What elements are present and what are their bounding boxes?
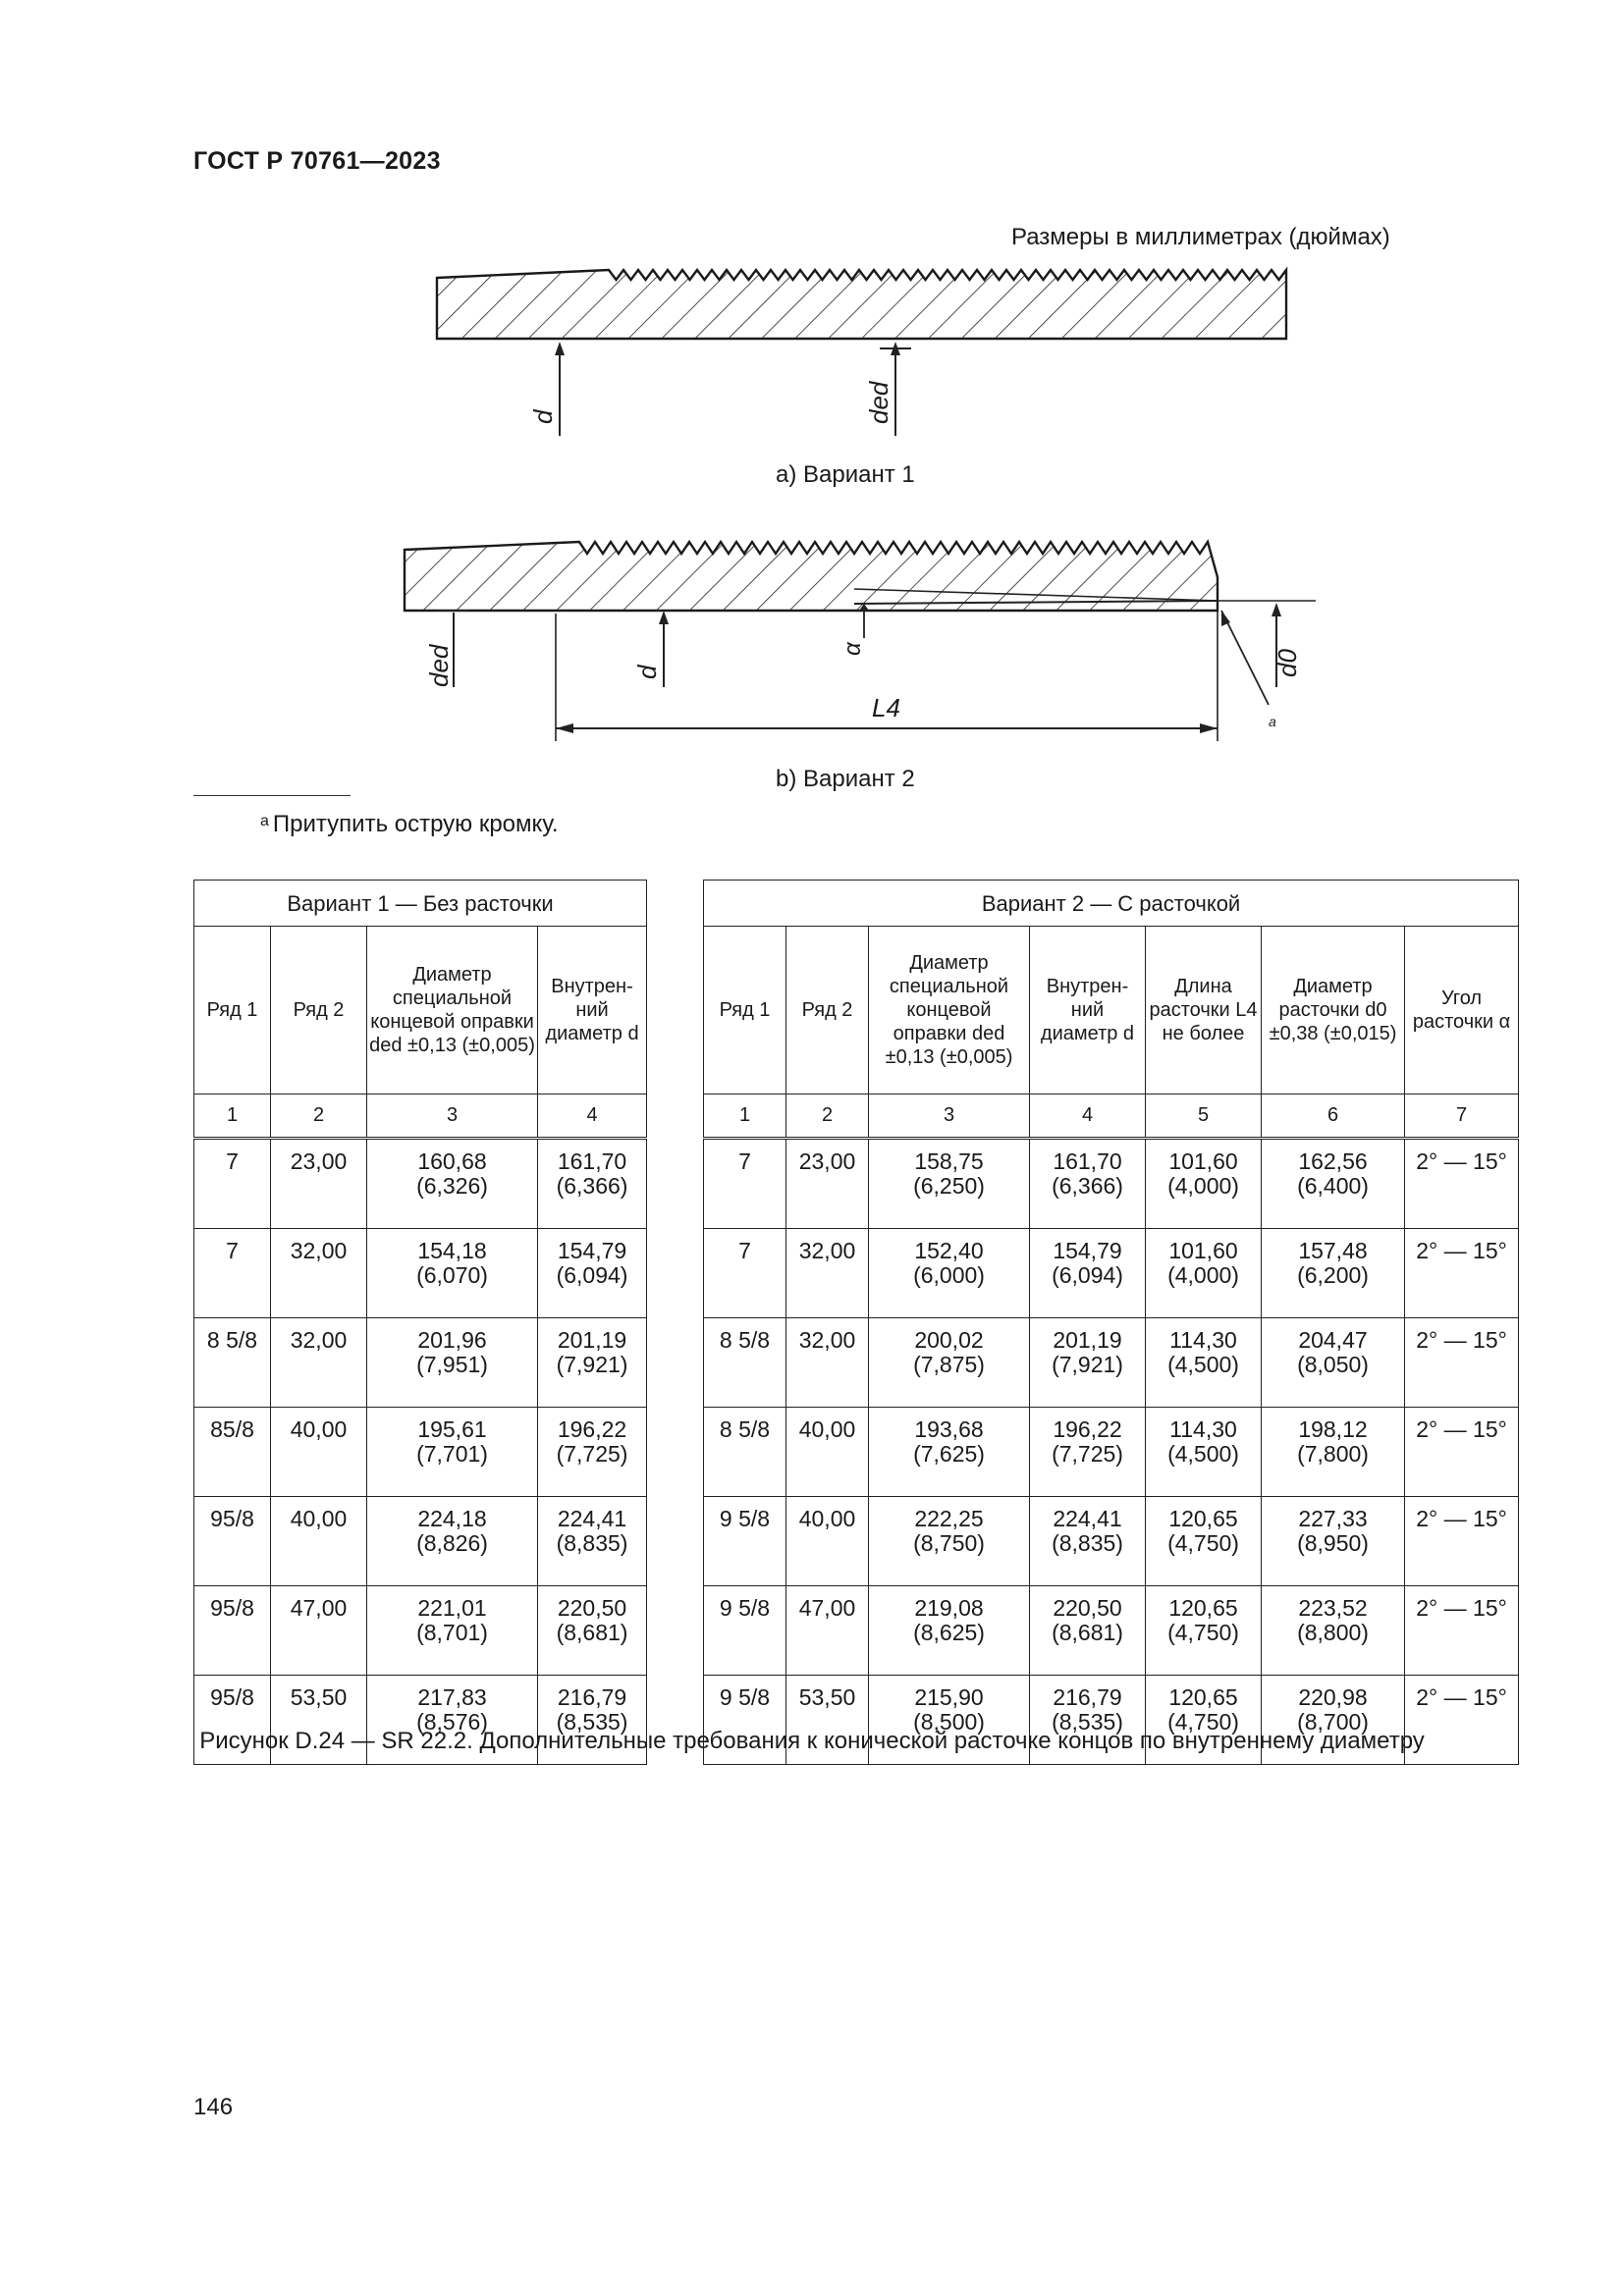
table-cell — [1405, 1139, 1519, 1229]
cell-value: (6,326) — [416, 1173, 488, 1199]
cell-value: (8,576) — [416, 1709, 488, 1735]
table-cell — [194, 1586, 271, 1676]
cell-value: (4,750) — [1167, 1709, 1239, 1735]
cell-value: 7 — [738, 1148, 751, 1174]
cell-value: 114,30 — [1169, 1416, 1237, 1442]
cell-value: 224,18 — [417, 1506, 487, 1531]
table-cell — [1146, 1586, 1262, 1676]
table-row — [194, 1497, 647, 1586]
cell-value: 32,00 — [290, 1327, 348, 1353]
table-cell — [1030, 1408, 1146, 1497]
column-number: 2 — [271, 1095, 367, 1139]
cell-value: (4,000) — [1167, 1262, 1239, 1288]
cell-value: 8 5/8 — [206, 1327, 258, 1353]
cell-value: 95/8 — [210, 1684, 254, 1710]
table-row — [194, 1408, 647, 1497]
cell-value: 204,47 — [1298, 1327, 1368, 1353]
table-cell — [538, 1139, 647, 1229]
cell-value: 154,79 — [557, 1238, 627, 1263]
table-row — [704, 1318, 1519, 1408]
cell-value: 224,41 — [1053, 1506, 1122, 1531]
label-L4: L4 — [872, 693, 900, 722]
table-cell — [367, 1497, 538, 1586]
table-cell — [704, 1586, 786, 1676]
cell-value: (8,950) — [1297, 1530, 1369, 1556]
table-cell — [538, 1318, 647, 1408]
cell-value: (7,701) — [416, 1441, 488, 1467]
cell-value: (4,000) — [1167, 1173, 1239, 1199]
cell-value: 216,79 — [1053, 1684, 1122, 1710]
cell-value: (4,750) — [1167, 1620, 1239, 1645]
cell-value: 160,68 — [417, 1148, 487, 1174]
cell-value: (6,366) — [556, 1173, 628, 1199]
cell-value: 95/8 — [210, 1595, 254, 1621]
cell-value: 161,70 — [1053, 1148, 1122, 1174]
cell-value: 157,48 — [1298, 1238, 1368, 1263]
footnote-rule — [193, 795, 351, 796]
table-cell — [704, 1408, 786, 1497]
table-cell — [1146, 1229, 1262, 1318]
cell-value: 222,25 — [914, 1506, 984, 1531]
cell-value: 53,50 — [290, 1684, 348, 1710]
column-number: 1 — [704, 1095, 786, 1139]
cell-value: 220,50 — [557, 1595, 627, 1621]
table-cell — [1405, 1408, 1519, 1497]
cell-value: (7,951) — [416, 1352, 488, 1377]
label-ded-b: ded — [424, 644, 454, 687]
table-row — [704, 1139, 1519, 1229]
cell-value: 7 — [226, 1148, 239, 1174]
cell-value: 23,00 — [290, 1148, 348, 1174]
cell-value: (7,921) — [1052, 1352, 1123, 1377]
cell-value: (7,800) — [1297, 1441, 1369, 1467]
table-cell — [1030, 1139, 1146, 1229]
cell-value: 40,00 — [290, 1416, 348, 1442]
cell-value: (6,094) — [556, 1262, 628, 1288]
table-variant-1 — [193, 880, 647, 1765]
table-cell — [1262, 1318, 1405, 1408]
table-cell — [704, 1497, 786, 1586]
cell-value: (8,700) — [1297, 1709, 1369, 1735]
cell-value: 2° — 15° — [1416, 1148, 1507, 1174]
table1-header: Внутрен-ний диаметр d — [538, 927, 647, 1095]
cell-value: 7 — [226, 1238, 239, 1263]
cell-value: 152,40 — [914, 1238, 984, 1263]
table-cell — [271, 1497, 367, 1586]
cell-value: 2° — 15° — [1416, 1506, 1507, 1531]
table-variant-2 — [703, 880, 1519, 1765]
cell-value: 114,30 — [1169, 1327, 1237, 1353]
table1-header: Ряд 2 — [271, 927, 367, 1095]
cell-value: 195,61 — [417, 1416, 487, 1442]
cell-value: 217,83 — [417, 1684, 487, 1710]
cell-value: (4,500) — [1167, 1352, 1239, 1377]
column-number: 1 — [194, 1095, 271, 1139]
cell-value: 201,19 — [1053, 1327, 1122, 1353]
table-cell — [786, 1318, 869, 1408]
cell-value: 198,12 — [1298, 1416, 1368, 1442]
cell-value: (8,701) — [416, 1620, 488, 1645]
cell-value: (6,094) — [1052, 1262, 1123, 1288]
table-cell — [786, 1408, 869, 1497]
cell-value: 158,75 — [914, 1148, 984, 1174]
cell-value: 200,02 — [914, 1327, 984, 1353]
table-cell — [704, 1229, 786, 1318]
cell-value: 2° — 15° — [1416, 1684, 1507, 1710]
cell-value: 223,52 — [1298, 1595, 1368, 1621]
cell-value: (7,625) — [913, 1441, 985, 1467]
table-cell — [786, 1229, 869, 1318]
column-number: 4 — [1030, 1095, 1146, 1139]
table2-header: Диаметр специальной концевой оправки ded ±0,13 (±0,005) — [869, 927, 1030, 1095]
cell-value: 120,65 — [1168, 1684, 1238, 1710]
table-cell — [1030, 1586, 1146, 1676]
technical-drawing — [0, 0, 1624, 844]
cell-value: 47,00 — [798, 1595, 856, 1621]
cell-value: 32,00 — [798, 1238, 856, 1263]
cell-value: 193,68 — [914, 1416, 984, 1442]
column-number: 5 — [1146, 1095, 1262, 1139]
table-cell — [1030, 1497, 1146, 1586]
table2-header: Длина расточки L4 не более — [1146, 927, 1262, 1095]
column-number: 6 — [1262, 1095, 1405, 1139]
cell-value: (4,500) — [1167, 1441, 1239, 1467]
cell-value: (7,921) — [556, 1352, 628, 1377]
table-cell — [869, 1229, 1030, 1318]
cell-value: 23,00 — [798, 1148, 856, 1174]
table-cell — [786, 1139, 869, 1229]
label-d-b: d — [632, 665, 662, 679]
cell-value: (7,875) — [913, 1352, 985, 1377]
table-row — [194, 1139, 647, 1229]
table-cell — [786, 1497, 869, 1586]
table2-header: Ряд 2 — [786, 927, 869, 1095]
caption-variant-2: b) Вариант 2 — [776, 766, 915, 792]
cell-value: 201,19 — [557, 1327, 627, 1353]
cell-value: 2° — 15° — [1416, 1327, 1507, 1353]
cell-value: (8,535) — [556, 1709, 628, 1735]
label-d-a: d — [528, 409, 558, 424]
cell-value: (8,835) — [1052, 1530, 1123, 1556]
cell-value: (7,725) — [1052, 1441, 1123, 1467]
label-footnote-a: а — [1269, 714, 1276, 729]
cell-value: 95/8 — [210, 1506, 254, 1531]
table-cell — [1030, 1318, 1146, 1408]
cell-value: (6,070) — [416, 1262, 488, 1288]
table-cell — [786, 1586, 869, 1676]
cell-value: 154,18 — [417, 1238, 487, 1263]
cell-value: (4,750) — [1167, 1530, 1239, 1556]
pipe-section-variant-1 — [437, 270, 1286, 436]
cell-value: 8 5/8 — [719, 1416, 771, 1442]
cell-value: 227,33 — [1298, 1506, 1368, 1531]
cell-value: 101,60 — [1168, 1148, 1238, 1174]
table-cell — [1405, 1318, 1519, 1408]
cell-value: (8,681) — [556, 1620, 628, 1645]
cell-value: (8,625) — [913, 1620, 985, 1645]
table2-header: Ряд 1 — [704, 927, 786, 1095]
cell-value: (8,500) — [913, 1709, 985, 1735]
table-cell — [704, 1318, 786, 1408]
cell-value: (6,366) — [1052, 1173, 1123, 1199]
cell-value: 220,98 — [1298, 1684, 1368, 1710]
cell-value: 216,79 — [557, 1684, 627, 1710]
cell-value: 120,65 — [1168, 1506, 1238, 1531]
cell-value: 219,08 — [914, 1595, 984, 1621]
table-cell — [194, 1408, 271, 1497]
table-row — [704, 1586, 1519, 1676]
table-row — [704, 1497, 1519, 1586]
cell-value: 196,22 — [1053, 1416, 1122, 1442]
column-number: 3 — [367, 1095, 538, 1139]
figure-caption: Рисунок D.24 — SR 22.2. Дополнительные требования к конической расточке концов по внутреннему диаметру — [199, 1728, 1425, 1754]
cell-value: (8,750) — [913, 1530, 985, 1556]
cell-value: 201,96 — [417, 1327, 487, 1353]
table-cell — [367, 1408, 538, 1497]
table-cell — [538, 1497, 647, 1586]
table-cell — [367, 1139, 538, 1229]
table-cell — [271, 1318, 367, 1408]
cell-value: 120,65 — [1168, 1595, 1238, 1621]
table-cell — [1146, 1408, 1262, 1497]
table-cell — [367, 1586, 538, 1676]
table-cell — [869, 1318, 1030, 1408]
column-number: 3 — [869, 1095, 1030, 1139]
table-cell — [1262, 1139, 1405, 1229]
label-alpha: α — [839, 642, 866, 656]
table-cell — [869, 1139, 1030, 1229]
table-row — [704, 1408, 1519, 1497]
column-number: 7 — [1405, 1095, 1519, 1139]
cell-value: 221,01 — [417, 1595, 487, 1621]
table-cell — [538, 1408, 647, 1497]
table-cell — [194, 1497, 271, 1586]
cell-value: (8,835) — [556, 1530, 628, 1556]
table-row — [194, 1586, 647, 1676]
cell-value: 154,79 — [1053, 1238, 1122, 1263]
column-number: 4 — [538, 1095, 647, 1139]
table2-header: Внутрен-ний диаметр d — [1030, 927, 1146, 1095]
caption-variant-1: а) Вариант 1 — [776, 461, 915, 488]
table-cell — [869, 1408, 1030, 1497]
footnote — [260, 811, 559, 838]
table-cell — [869, 1586, 1030, 1676]
table2-header: Диаметр расточки d0 ±0,38 (±0,015) — [1262, 927, 1405, 1095]
cell-value: (7,725) — [556, 1441, 628, 1467]
cell-value: 9 5/8 — [719, 1506, 771, 1531]
table1-header: Ряд 1 — [194, 927, 271, 1095]
table-cell — [1262, 1586, 1405, 1676]
cell-value: 8 5/8 — [719, 1327, 771, 1353]
cell-value: 162,56 — [1298, 1148, 1368, 1174]
cell-value: 2° — 15° — [1416, 1595, 1507, 1621]
table-cell — [194, 1318, 271, 1408]
cell-value: (8,826) — [416, 1530, 488, 1556]
cell-value: 32,00 — [798, 1327, 856, 1353]
table2-title: Вариант 2 — С расточкой — [704, 881, 1519, 927]
cell-value: 7 — [738, 1238, 751, 1263]
table-row — [194, 1318, 647, 1408]
page-number: 146 — [193, 2094, 234, 2120]
pipe-section-variant-2 — [405, 542, 1316, 741]
standard-header: ГОСТ Р 70761—2023 — [193, 147, 441, 175]
table-cell — [367, 1318, 538, 1408]
table-cell — [1146, 1139, 1262, 1229]
cell-value: 196,22 — [557, 1416, 627, 1442]
cell-value: (6,000) — [913, 1262, 985, 1288]
cell-value: (8,800) — [1297, 1620, 1369, 1645]
table-cell — [1146, 1497, 1262, 1586]
table-cell — [271, 1139, 367, 1229]
table-cell — [704, 1139, 786, 1229]
cell-value: 9 5/8 — [719, 1684, 771, 1710]
table-cell — [869, 1497, 1030, 1586]
column-number: 2 — [786, 1095, 869, 1139]
cell-value: 40,00 — [290, 1506, 348, 1531]
cell-value: 161,70 — [557, 1148, 627, 1174]
table-cell — [1262, 1497, 1405, 1586]
cell-value: 32,00 — [290, 1238, 348, 1263]
table-cell — [271, 1408, 367, 1497]
cell-value: 40,00 — [798, 1416, 856, 1442]
cell-value: 224,41 — [557, 1506, 627, 1531]
cell-value: 85/8 — [210, 1416, 254, 1442]
table-cell — [1146, 1318, 1262, 1408]
table-cell — [1262, 1229, 1405, 1318]
table-row — [704, 1229, 1519, 1318]
cell-value: 215,90 — [914, 1684, 984, 1710]
table-cell — [194, 1229, 271, 1318]
cell-value: (8,681) — [1052, 1620, 1123, 1645]
cell-value: (6,250) — [913, 1173, 985, 1199]
footnote-marker: а — [260, 813, 269, 829]
table-cell — [271, 1586, 367, 1676]
table-cell — [194, 1139, 271, 1229]
cell-value: 101,60 — [1168, 1238, 1238, 1263]
cell-value: 9 5/8 — [719, 1595, 771, 1621]
cell-value: 47,00 — [290, 1595, 348, 1621]
cell-value: (6,200) — [1297, 1262, 1369, 1288]
cell-value: (6,400) — [1297, 1173, 1369, 1199]
label-ded-a: ded — [864, 381, 893, 424]
cell-value: (8,050) — [1297, 1352, 1369, 1377]
table1-title: Вариант 1 — Без расточки — [194, 881, 647, 927]
table-cell — [1405, 1497, 1519, 1586]
table-row — [194, 1229, 647, 1318]
table-cell — [538, 1229, 647, 1318]
table-cell — [1030, 1229, 1146, 1318]
cell-value: 53,50 — [798, 1684, 856, 1710]
table1-header: Диаметр специальной концевой оправки ded ±0,13 (±0,005) — [367, 927, 538, 1095]
table-cell — [1405, 1586, 1519, 1676]
table-cell — [1405, 1229, 1519, 1318]
table2-header: Угол расточки α — [1405, 927, 1519, 1095]
table-cell — [1262, 1408, 1405, 1497]
cell-value: 2° — 15° — [1416, 1238, 1507, 1263]
cell-value: 2° — 15° — [1416, 1416, 1507, 1442]
cell-value: 220,50 — [1053, 1595, 1122, 1621]
cell-value: 40,00 — [798, 1506, 856, 1531]
label-d0: d0 — [1272, 649, 1302, 677]
table-cell — [367, 1229, 538, 1318]
table-cell — [538, 1586, 647, 1676]
cell-value: (8,535) — [1052, 1709, 1123, 1735]
footnote-text: Притупить острую кромку. — [272, 811, 559, 837]
units-note: Размеры в миллиметрах (дюймах) — [1011, 224, 1390, 250]
table-cell — [271, 1229, 367, 1318]
